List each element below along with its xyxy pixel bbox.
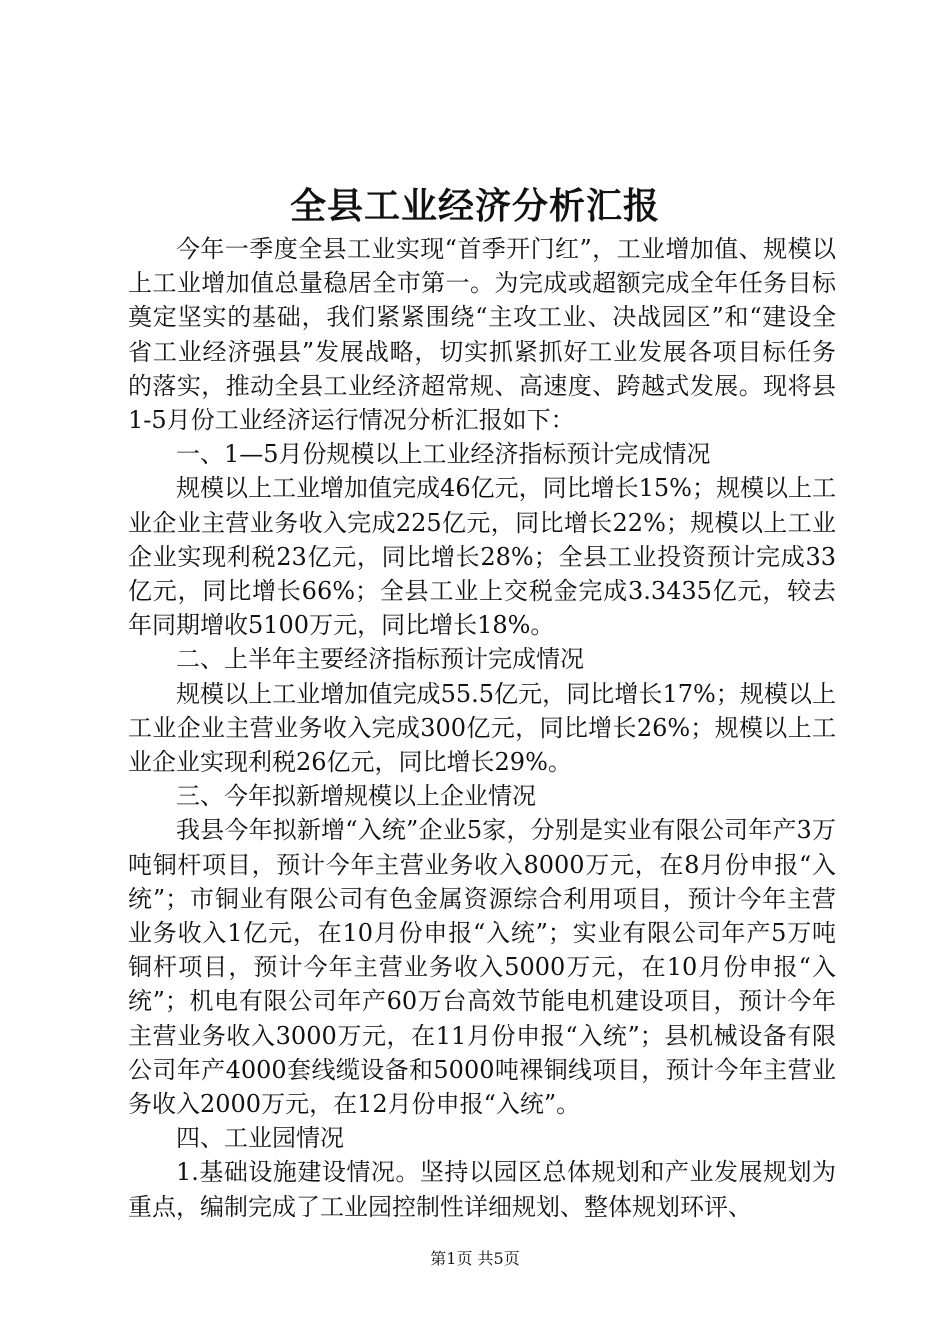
section-heading-1: 一、1—5月份规模以上工业经济指标预计完成情况 — [176, 440, 711, 469]
paragraph-section-2: 规模以上工业增加值完成55.5亿元，同比增长17%；规模以上工业企业主营业务收入完成300亿元，同比增长26%；规模以上工业企业实现利税26亿元，同比增长29%。 — [128, 679, 836, 777]
document-title: 全县工业经济分析汇报 — [289, 186, 660, 227]
paragraph-section-1: 规模以上工业增加值完成46亿元，同比增长15%；规模以上工业企业主营业务收入完成225亿元，同比增长22%；规模以上工业企业实现利税23亿元，同比增长28%；全县工业投资预计完成33亿元，同比增长66%；全县工业上交税金完成3.3435亿元，较去年同期增收5100万元，同比增长18%。 — [128, 474, 836, 640]
paragraph-section-3: 我县今年拟新增“入统”企业5家，分别是实业有限公司年产3万吨铜杆项目，预计今年主营业务收入8000万元，在8月份申报“入统”；市铜业有限公司有色金属资源综合利用项目，预计今年主营业务收入1亿元，在10月份申报“入统”；实业有限公司年产5万吨铜杆项目，预计今年主营业务收入5000万元，在10月份申报“入统”；机电有限公司年产60万台高效节能电机建设项目，预计今年主营业务收入3000万元，在11月份申报“入统”；县机械设备有限公司年产4000套线缆设备和5000吨裸铜线项目，预计今年主营业务收入2000万元，在12月份申报“入统”。 — [128, 816, 836, 1119]
section-heading-2: 二、上半年主要经济指标预计完成情况 — [176, 645, 584, 674]
document-body — [128, 232, 836, 1224]
section-heading-3: 三、今年拟新增规模以上企业情况 — [176, 782, 536, 811]
page-footer: 第1页 共5页 — [430, 1249, 520, 1268]
paragraph-section-4: 1.基础设施建设情况。坚持以园区总体规划和产业发展规划为重点，编制完成了工业园控制性详细规划、整体规划环评、 — [128, 1158, 836, 1221]
section-heading-4: 四、工业园情况 — [176, 1124, 344, 1153]
paragraph-intro: 今年一季度全县工业实现“首季开门红”，工业增加值、规模以上工业增加值总量稳居全市第一。为完成或超额完成全年任务目标奠定坚实的基础，我们紧紧围绕“主攻工业、决战园区”和“建设全省工业经济强县”发展战略，切实抓紧抓好工业发展各项目标任务的落实，推动全县工业经济超常规、高速度、跨越式发展。现将县1-5月份工业经济运行情况分析汇报如下： — [128, 235, 836, 435]
